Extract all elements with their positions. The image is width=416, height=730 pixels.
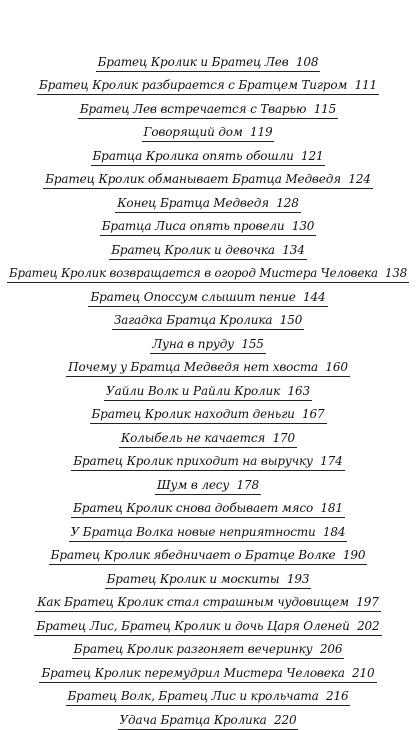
toc-entry-page: 160 [325,360,348,374]
toc-entry-text [35,595,380,612]
toc-entry-text [115,196,301,213]
toc-entry-text [90,407,327,424]
toc-entry [0,401,416,425]
toc-entry-title: Конец Братца Медведя [117,195,269,210]
toc-entry-text [88,290,327,307]
toc-entry [0,330,416,354]
toc-entry [0,189,416,213]
toc-entry [0,636,416,660]
toc-entry-page: 138 [385,266,408,280]
toc-entry-title: Луна в пруду [152,336,234,351]
toc-entry-title: Братец Кролик перемудрил Мистера Человека [41,665,345,680]
toc-entry-page: 184 [322,524,346,539]
toc-entry-page: 119 [250,125,273,139]
toc-entry [0,283,416,307]
toc-entry [0,683,416,707]
toc-entry-title: Говорящий дом [143,125,243,139]
toc-entry-page: 130 [291,219,315,233]
toc-entry-title: Братец Кролик и москиты [106,571,280,586]
toc-entry-page: 181 [320,501,343,515]
toc-entry-text [91,149,326,166]
toc-entry-page: 202 [357,618,380,633]
toc-entry-text [49,548,368,565]
toc-entry [0,565,416,589]
toc-entry-text [150,337,266,354]
toc-entry-text [105,572,312,589]
toc-entry-page: 193 [286,571,310,586]
toc-entry-text [118,713,299,730]
toc-entry [0,95,416,119]
toc-entry [0,542,416,566]
toc-entry-title: Братец Кролик снова добывает мясо [73,501,314,515]
toc-entry [0,307,416,331]
toc-entry-title: Братец Лев встречается с Тварью [79,101,307,116]
toc-entry-page: 206 [319,642,343,656]
toc-entry-text [37,78,379,95]
toc-entry-title: Братец Лис, Братец Кролик и дочь Царя Оленей [36,618,350,633]
toc-entry-title: Братца Кролика опять обошли [92,148,294,163]
toc-entry-text [69,525,348,542]
toc-entry [0,377,416,401]
toc-entry-text [109,243,306,260]
toc-entry-title: Удача Братца Кролика [119,712,267,727]
toc-entry-title: Братец Кролик находит деньги [91,407,295,421]
toc-entry [0,213,416,237]
toc-entry [0,589,416,613]
toc-entry-title: Колыбель не качается [120,430,266,445]
toc-entry-title: Братец Кролик ябедничает о Братце Волке [50,548,336,562]
toc-entry-text [119,431,297,448]
toc-entry-title: Братец Кролик возвращается в огород Мистера Человека [8,266,378,280]
toc-entry-page: 190 [342,548,366,562]
toc-entry [0,119,416,143]
toc-entry-title: Братец Опоссум слышит пение [90,289,296,304]
toc-entry-page: 108 [295,54,319,69]
toc-entry [0,142,416,166]
toc-entry [0,424,416,448]
toc-entry-title: Братец Кролик и Братец Лев [97,54,289,69]
toc-entry-page: 220 [274,712,297,727]
table-of-contents [0,48,416,730]
toc-entry-text [78,102,338,119]
toc-entry-title: Братец Кролик разбирается с Братцем Тигром [38,78,348,92]
toc-entry-title: Шум в лесу [157,477,230,492]
toc-entry-text [39,666,376,683]
toc-entry-page: 111 [354,78,378,92]
toc-entry-page: 124 [348,172,371,186]
toc-entry-page: 216 [325,689,349,703]
toc-entry-page: 163 [287,383,310,398]
toc-entry-text [100,219,317,236]
toc-entry-text [142,125,275,142]
toc-entry-text [66,360,350,377]
toc-entry [0,706,416,730]
toc-entry-text [96,55,321,72]
toc-entry-text [72,642,345,659]
toc-entry-title: Братец Волк, Братец Лис и крольчата [67,689,319,703]
toc-entry-page: 115 [313,101,337,116]
toc-entry-page: 121 [301,148,324,163]
toc-entry-page: 178 [236,477,259,492]
toc-entry [0,260,416,284]
toc-entry [0,495,416,519]
toc-entry-page: 144 [303,289,326,304]
toc-entry-text [104,384,312,401]
toc-entry [0,166,416,190]
toc-entry [0,72,416,96]
toc-entry-page: 155 [241,336,264,351]
toc-entry-title: Братца Лиса опять провели [101,219,285,233]
toc-entry-page: 210 [352,665,375,680]
toc-entry [0,48,416,72]
toc-entry-page: 128 [276,195,299,210]
toc-entry-title: Как Братец Кролик стал страшным чудовищем [37,595,349,609]
toc-entry-text [71,501,345,518]
toc-entry-page: 167 [302,407,325,421]
toc-entry-page: 197 [356,595,379,609]
toc-entry-page: 174 [320,454,343,468]
toc-entry-page: 134 [282,242,305,257]
toc-entry [0,471,416,495]
toc-entry-title: Уайли Волк и Райли Кролик [106,383,281,398]
toc-entry-title: Братец Кролик приходит на выручку [73,454,313,468]
toc-entry [0,448,416,472]
toc-entry-text [43,172,373,189]
toc-entry [0,659,416,683]
toc-entry-text [34,619,381,636]
toc-entry-text [112,313,304,330]
toc-entry-page: 170 [272,430,296,445]
toc-entry-title: Братец Кролик обманывает Братца Медведя [45,172,341,186]
toc-entry [0,354,416,378]
toc-entry-text [155,478,261,495]
toc-entry-text [71,454,344,471]
toc-entry [0,236,416,260]
toc-entry-title: Почему у Братца Медведя нет хвоста [68,360,319,374]
toc-entry-title: У Братца Волка новые неприятности [70,524,316,539]
toc-entry-page: 150 [279,313,303,327]
toc-entry-title: Братец Кролик и девочка [111,242,275,257]
toc-entry [0,612,416,636]
toc-entry-text [7,266,409,283]
toc-entry-text [66,689,351,706]
toc-entry-title: Загадка Братца Кролика [113,313,273,327]
toc-entry [0,518,416,542]
toc-entry-title: Братец Кролик разгоняет вечеринку [73,642,313,656]
